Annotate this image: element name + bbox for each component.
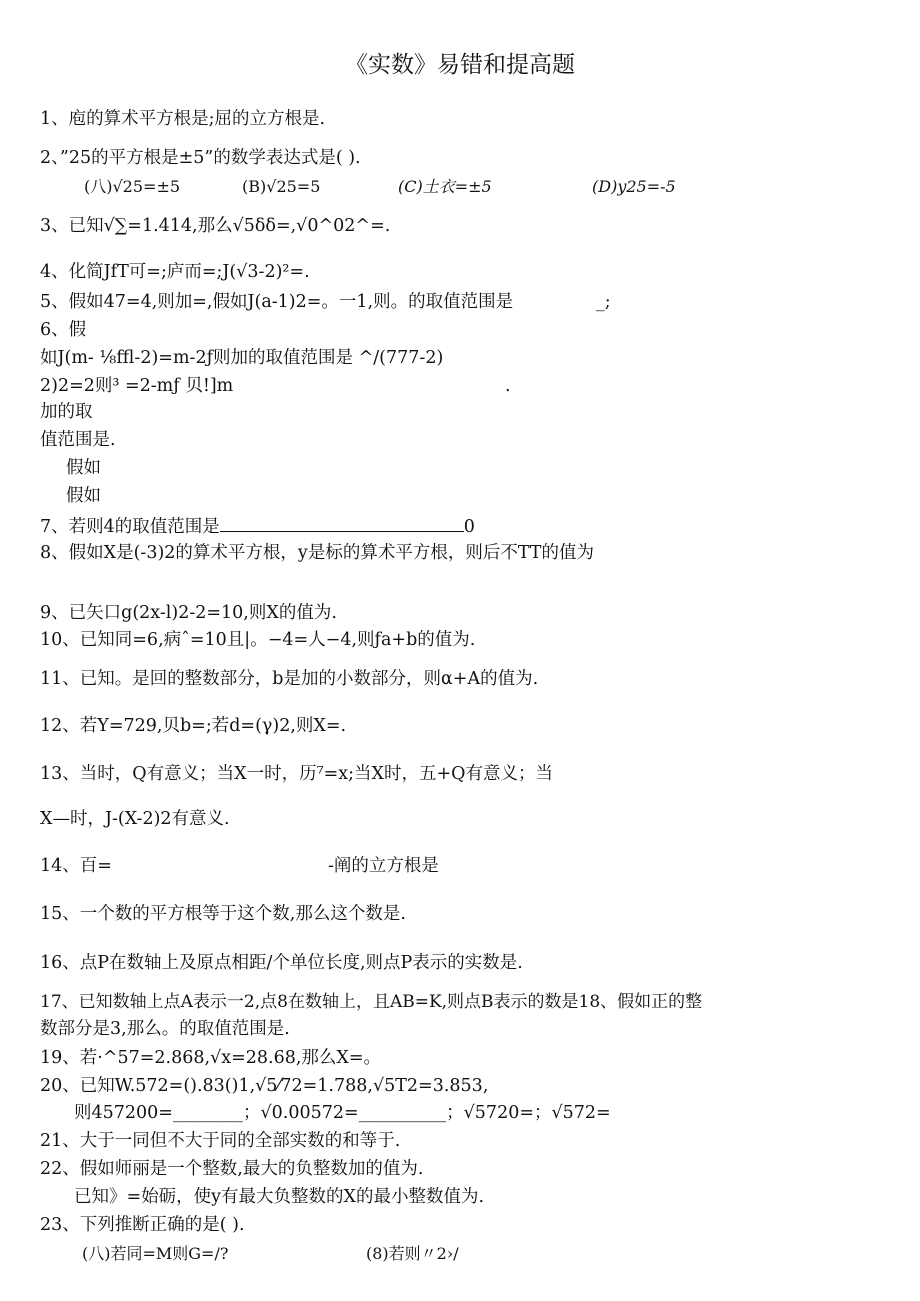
question-7-answer-blank xyxy=(220,513,464,532)
question-23-option-b: (8)若则〃2›/ xyxy=(366,1244,459,1263)
question-17-line-2: 数部分是3,那么。的取值范围是. xyxy=(40,1019,290,1039)
document-title: 《实数》易错和提高题 xyxy=(345,52,575,78)
question-23-option-a: (八)若同=M则G=/? xyxy=(82,1244,229,1263)
question-1: 1、庖的算术平方根是;屈的立方根是. xyxy=(40,109,326,129)
question-2-option-c: (C)土衣=±5 xyxy=(398,177,492,196)
question-14-part-1: 14、百= xyxy=(40,856,112,876)
question-22-line-1: 22、假如师丽是一个整数,最大的负整数加的值为. xyxy=(40,1159,424,1179)
question-3: 3、已知√∑=1.414,那么√5δδ=,√0^02^=. xyxy=(40,216,391,236)
question-9: 9、已矢口g(2x-l)2-2=10,则X的值为. xyxy=(40,603,337,623)
question-4: 4、化简JfT可=;庐而=;J(√3-2)²=. xyxy=(40,262,310,282)
question-20-line-1: 20、已知W.572=().83()1,√5⁄72=1.788,√5T2=3.853, xyxy=(40,1076,489,1096)
question-13-line-1: 13、当时，Q有意义；当X一时，历⁷=x;当X时，五+Q有意义；当 xyxy=(40,764,553,784)
question-7 xyxy=(40,513,475,539)
question-7-text: 7、若则4的取值范围是 xyxy=(40,517,220,537)
question-20-line-2: 则457200=________；√0.00572=__________；√5720=；√572= xyxy=(74,1103,611,1123)
question-2-option-b: (B)√25=5 xyxy=(242,177,321,196)
question-21: 21、大于一同但不大于同的全部实数的和等于. xyxy=(40,1131,401,1151)
question-6-line-2: 如J(m- ⅛ffl-2)=m-2ƒ则加的取值范围是 ^/(777-2) xyxy=(40,348,444,368)
question-23: 23、下列推断正确的是( ). xyxy=(40,1215,245,1235)
question-6-line-5: 值范围是. xyxy=(40,430,116,450)
question-13-line-2: X—时，J-(X-2)2有意义. xyxy=(40,809,230,829)
question-6-line-1: 6、假 xyxy=(40,320,87,340)
question-2-option-a: (八)√25=±5 xyxy=(84,177,181,196)
question-2-option-d: (D)y25=-5 xyxy=(592,177,676,196)
question-5: 5、假如47=4,则加=,假如J(a-1)2=。一1,则。的取值范围是 xyxy=(40,292,514,312)
question-16: 16、点P在数轴上及原点相距/个单位长度,则点P表示的实数是. xyxy=(40,953,523,973)
question-19: 19、若·^57=2.868,√x=28.68,那么X=。 xyxy=(40,1048,382,1068)
question-6-line-6: 假如 xyxy=(66,458,101,478)
question-15: 15、一个数的平方根等于这个数,那么这个数是. xyxy=(40,904,406,924)
question-2: 2、”25的平方根是±5”的数学表达式是( ). xyxy=(40,148,361,168)
question-11: 11、已知。是回的整数部分，b是加的小数部分，则α+A的值为. xyxy=(40,669,539,689)
question-10: 10、已知同=6,病ˆ=10且|。−4=人−4,则ƒa+b的值为. xyxy=(40,630,476,650)
question-6-line-3: 2)2=2则³ =2-mƒ 贝!]m xyxy=(40,376,234,396)
question-6-line-4: 加的取 xyxy=(40,402,93,422)
question-6-dot: . xyxy=(505,376,511,396)
question-12: 12、若Y=729,贝b=;若d=(γ)2,则X=. xyxy=(40,716,347,736)
question-14-part-2: -阐的立方根是 xyxy=(328,856,439,876)
question-6-line-7: 假如 xyxy=(66,486,101,506)
question-7-tail: 0 xyxy=(463,517,475,537)
question-22-line-2: 已知》=始砺，使y有最大负整数的X的最小整数值为. xyxy=(74,1187,485,1207)
question-8: 8、假如X是(-3)2的算术平方根，y是标的算术平方根，则后不TT的值为 xyxy=(40,543,594,563)
question-17-line-1: 17、已知数轴上点A表示一2,点8在数轴上，且AB=K,则点B表示的数是18、假如正的整 xyxy=(40,992,703,1012)
question-5-blank: _; xyxy=(596,292,611,312)
